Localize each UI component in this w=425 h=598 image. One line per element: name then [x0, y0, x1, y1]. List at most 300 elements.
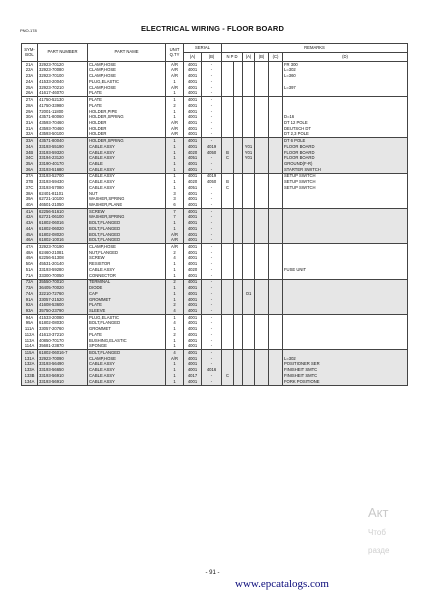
cell-remark-d: L=302	[283, 356, 408, 362]
cell-part-name: CABLE ASSY	[88, 379, 166, 385]
cell-serial-b: -	[202, 314, 222, 320]
cell-serial-b: -	[202, 379, 222, 385]
cell-serial-a: 4020	[184, 150, 202, 156]
watermark-line-3: разде	[368, 546, 390, 555]
cell-serial-a: 4001	[184, 338, 202, 344]
cell-serial-b: -	[202, 285, 222, 291]
cell-sym: 44A	[22, 226, 38, 232]
cell-qty: 1	[166, 150, 184, 156]
cell-sym: 34C	[22, 156, 38, 162]
cell-part-name: SCREW	[88, 208, 166, 214]
cell-serial-b: -	[202, 302, 222, 308]
cell-npd-n	[222, 379, 234, 385]
cell-part-number: 41750-52130	[38, 97, 88, 103]
cell-part-number: 41617-46070	[38, 91, 88, 97]
cell-part-number: 33057-20760	[38, 326, 88, 332]
cell-serial-b: -	[202, 97, 222, 103]
cell-part-number: 43593-70460	[38, 126, 88, 132]
cell-sym: 21A	[22, 62, 38, 68]
cell-qty: 1	[166, 285, 184, 291]
cell-sym: 133B	[22, 373, 38, 379]
cell-sym: 39A	[22, 197, 38, 203]
cell-serial-a: 4001	[184, 314, 202, 320]
cell-serial-b: -	[202, 62, 222, 68]
cell-serial-a: 4017	[184, 373, 202, 379]
cell-sym: 28A	[22, 103, 38, 109]
cell-part-number: 62460-21081	[38, 250, 88, 256]
cell-qty: 1	[166, 138, 184, 144]
cell-qty: 1	[166, 273, 184, 279]
cell-qty: A/R	[166, 85, 184, 91]
cell-part-number: 32923-70190	[38, 244, 88, 250]
cell-sym: 43A	[22, 220, 38, 226]
cell-serial-b: 4050	[202, 150, 222, 156]
cell-serial-b: -	[202, 208, 222, 214]
cell-serial-a: 4001	[184, 62, 202, 68]
cell-sym: 36A	[22, 167, 38, 173]
cell-sym: 92A	[22, 302, 38, 308]
cell-part-name: HOLDER,PIPE	[88, 109, 166, 115]
cell-part-name: NUT	[88, 191, 166, 197]
header-part-name: PART NAME	[88, 44, 166, 62]
cell-serial-b: -	[202, 85, 222, 91]
cell-part-number: 33193-56490	[38, 362, 88, 368]
cell-remark-d: L=302	[283, 68, 408, 74]
cell-part-number: 41613-37210	[38, 332, 88, 338]
cell-part-number: 62721-10100	[38, 197, 88, 203]
cell-sym: 93A	[22, 308, 38, 314]
cell-serial-b: -	[202, 167, 222, 173]
cell-part-name: HOLDER	[88, 120, 166, 126]
cell-part-number: 33300-70050	[38, 273, 88, 279]
cell-part-name: WASHER,SPRING	[88, 197, 166, 203]
header-remark-c: (C)	[269, 53, 283, 62]
cell-serial-a: 4001	[184, 238, 202, 244]
cell-part-name: CLAMP,HOSE	[88, 244, 166, 250]
cell-part-name: PLATE	[88, 332, 166, 338]
cell-part-name: CABLE ASSY	[88, 185, 166, 191]
cell-part-name: CABLE ASSY	[88, 167, 166, 173]
cell-serial-a: 4001	[184, 215, 202, 221]
cell-part-name: PLATE	[88, 91, 166, 97]
cell-part-number: 61802-08020	[38, 232, 88, 238]
cell-qty: 1	[166, 379, 184, 385]
cell-sym: 94A	[22, 314, 38, 320]
cell-qty: A/R	[166, 73, 184, 79]
cell-serial-a: 4001	[184, 208, 202, 214]
cell-part-name: DIODE	[88, 285, 166, 291]
cell-serial-b: -	[202, 261, 222, 267]
cell-part-number: 32923-70080	[38, 68, 88, 74]
cell-part-name: WASHER,PLANE	[88, 202, 166, 208]
cell-serial-b: -	[202, 132, 222, 138]
cell-remark-d: FINISHEIT SMTC	[283, 373, 408, 379]
cell-part-number: 61802-10016	[38, 238, 88, 244]
cell-qty: 1	[166, 373, 184, 379]
cell-serial-b: -	[202, 373, 222, 379]
cell-qty: A/R	[166, 68, 184, 74]
cell-remark-d: L=360	[283, 73, 408, 79]
cell-part-number: 40850-70170	[38, 338, 88, 344]
cell-part-number: 43593-50100	[38, 132, 88, 138]
cell-sym: 24A	[22, 79, 38, 85]
cell-remark-d: FUSE UNIT	[283, 267, 408, 273]
header-serial-a: (A)	[184, 53, 202, 62]
cell-serial-a: 4001	[184, 250, 202, 256]
cell-serial-b: -	[202, 215, 222, 221]
cell-serial-a: 4001	[184, 273, 202, 279]
cell-serial-b: 4050	[202, 179, 222, 185]
cell-serial-b: -	[202, 326, 222, 332]
cell-serial-b: -	[202, 226, 222, 232]
cell-remark-d: FLOOR BOARD	[283, 156, 408, 162]
cell-part-number: 33193-56910	[38, 373, 88, 379]
cell-sym: 131A	[22, 356, 38, 362]
cell-part-number: 45531-20140	[38, 261, 88, 267]
cell-qty: 6	[166, 202, 184, 208]
cell-qty: 7	[166, 208, 184, 214]
cell-part-name: GROMMET	[88, 297, 166, 303]
cell-part-number: 43593-70460	[38, 120, 88, 126]
cell-sym: 37A	[22, 173, 38, 179]
cell-part-number: 41533-20040	[38, 79, 88, 85]
cell-part-number: 33193-52700	[38, 173, 88, 179]
cell-serial-b: -	[202, 321, 222, 327]
cell-serial-b: -	[202, 138, 222, 144]
cell-npd-n: B	[222, 179, 234, 185]
cell-serial-a: 4001	[184, 261, 202, 267]
cell-part-name: NUT,FLANGED	[88, 250, 166, 256]
cell-serial-a: 4001	[184, 220, 202, 226]
cell-part-name: SCREW	[88, 256, 166, 262]
cell-serial-b: -	[202, 91, 222, 97]
cell-sym: 32A	[22, 132, 38, 138]
cell-serial-b: 4016	[202, 367, 222, 373]
cell-sym: 33A	[22, 138, 38, 144]
cell-remark-a: Y01	[243, 156, 255, 162]
cell-part-name: TERMINAL	[88, 279, 166, 285]
cell-serial-a: 4001	[184, 79, 202, 85]
header-remark-d: (D)	[283, 53, 408, 62]
website-watermark: www.epcatalogs.com	[235, 578, 329, 590]
cell-serial-b: -	[202, 68, 222, 74]
cell-part-number: 36405-70020	[38, 285, 88, 291]
cell-qty: A/R	[166, 126, 184, 132]
cell-serial-b: -	[202, 232, 222, 238]
cell-serial-b: -	[202, 191, 222, 197]
cell-sym: 25A	[22, 85, 38, 91]
cell-part-number: 62256-51610	[38, 208, 88, 214]
cell-qty: 1	[166, 114, 184, 120]
header-remarks: REMARKS	[222, 44, 408, 53]
cell-qty: A/R	[166, 232, 184, 238]
cell-sym: 22A	[22, 68, 38, 74]
cell-part-name: CABLE ASSY	[88, 144, 166, 150]
cell-part-number: 62401-81101	[38, 191, 88, 197]
cell-remark-c	[269, 379, 283, 385]
cell-part-name: CABLE	[88, 161, 166, 167]
cell-serial-b: -	[202, 202, 222, 208]
cell-remark-d: GROUND(F-R)	[283, 161, 408, 167]
cell-part-name: BUSHING,ELASTIC	[88, 338, 166, 344]
cell-serial-b: -	[202, 238, 222, 244]
cell-serial-b: 4019	[202, 173, 222, 179]
cell-serial-a: 4001	[184, 285, 202, 291]
header-unit: UNIT Q.TY	[166, 44, 184, 62]
cell-part-name: CLAMP,HOSE	[88, 85, 166, 91]
cell-sym: 133A	[22, 367, 38, 373]
cell-serial-a: 4001	[184, 138, 202, 144]
cell-serial-a: 4001	[184, 85, 202, 91]
cell-sym: 26A	[22, 91, 38, 97]
cell-serial-a: 4001	[184, 161, 202, 167]
cell-qty: 1	[166, 267, 184, 273]
cell-part-number: 72001-11800	[38, 109, 88, 115]
cell-remark-d: FORK POSITIONE	[283, 379, 408, 385]
cell-qty: A/R	[166, 62, 184, 68]
cell-part-number: 43571-80040	[38, 138, 88, 144]
cell-qty: 1	[166, 297, 184, 303]
cell-sym: 51A	[22, 267, 38, 273]
cell-serial-b: -	[202, 297, 222, 303]
cell-sym: 31A	[22, 120, 38, 126]
cell-sym: 30A	[22, 114, 38, 120]
cell-remark-d: POSITIONER SER	[283, 362, 408, 368]
cell-serial-a: 4001	[184, 326, 202, 332]
cell-part-number: 61802-06016-7	[38, 350, 88, 356]
cell-serial-a: 4001	[184, 344, 202, 350]
cell-part-name: HOLDER,SPRING	[88, 114, 166, 120]
cell-qty: 4	[166, 321, 184, 327]
cell-remark-d: SETUP SWITCH	[283, 179, 408, 185]
cell-part-number: 33193-56650	[38, 367, 88, 373]
cell-serial-b: -	[202, 161, 222, 167]
cell-part-name: SPONGE	[88, 344, 166, 350]
cell-part-name: CABLE ASSY	[88, 367, 166, 373]
cell-part-name: HOLDER	[88, 126, 166, 132]
cell-sym: 112A	[22, 332, 38, 338]
cell-part-name: HOLDER	[88, 132, 166, 138]
cell-sym: 45A	[22, 232, 38, 238]
cell-sym: 35A	[22, 161, 38, 167]
cell-part-name: BOLT,FLANGED	[88, 350, 166, 356]
cell-remark-d: SETUP SWITCH	[283, 173, 408, 179]
cell-serial-a: 4001	[184, 302, 202, 308]
cell-part-name: CLAMP,HOSE	[88, 356, 166, 362]
cell-remark-d: FLOOR BOARD	[283, 144, 408, 150]
cell-part-name: CABLE ASSY	[88, 156, 166, 162]
cell-part-name: BOLT,FLANGED	[88, 220, 166, 226]
cell-serial-a: 4001	[184, 244, 202, 250]
cell-part-number: 43571-80060	[38, 114, 88, 120]
cell-serial-a: 4001	[184, 362, 202, 368]
cell-qty: 1	[166, 144, 184, 150]
cell-serial-a: 4001	[184, 126, 202, 132]
cell-sym: 37C	[22, 185, 38, 191]
cell-serial-b: -	[202, 79, 222, 85]
cell-serial-a: 4001	[184, 308, 202, 314]
cell-sym: 47A	[22, 244, 38, 250]
cell-part-number: 33057-21520	[38, 297, 88, 303]
cell-serial-a: 4001	[184, 279, 202, 285]
cell-serial-a: 4001	[184, 97, 202, 103]
cell-part-name: CLAMP,HOSE	[88, 68, 166, 74]
cell-part-number: 33193-57080	[38, 185, 88, 191]
cell-part-name: HOLDER,SPRING	[88, 138, 166, 144]
cell-part-name: CLAMP,HOSE	[88, 73, 166, 79]
cell-qty: A/R	[166, 238, 184, 244]
cell-qty: 1	[166, 220, 184, 226]
cell-qty: A/R	[166, 244, 184, 250]
cell-serial-a: 4051	[184, 156, 202, 162]
cell-serial-a: 4001	[184, 103, 202, 109]
cell-serial-a: 4020	[184, 267, 202, 273]
cell-sym: 74A	[22, 291, 38, 297]
cell-part-number: 32923-70120	[38, 62, 88, 68]
cell-serial-a: 4001	[184, 144, 202, 150]
cell-part-name: CABLE ASSY	[88, 179, 166, 185]
cell-qty: 4	[166, 256, 184, 262]
cell-serial-a: 4001	[184, 197, 202, 203]
cell-remark-b	[255, 379, 269, 385]
header-serial: SERIAL	[184, 44, 222, 53]
cell-serial-a: 4001	[184, 297, 202, 303]
cell-sym: 91A	[22, 297, 38, 303]
cell-sym: 40A	[22, 202, 38, 208]
cell-remark-d: STARTER SWITCH	[283, 167, 408, 173]
cell-part-number: 46501-21050	[38, 202, 88, 208]
cell-part-name: PLUG,ELASTIC	[88, 79, 166, 85]
cell-qty: 3	[166, 191, 184, 197]
cell-qty: 2	[166, 279, 184, 285]
cell-serial-a: 4001	[184, 91, 202, 97]
cell-remark-d: D=16	[283, 114, 408, 120]
cell-serial-a: 4020	[184, 179, 202, 185]
cell-serial-a: 4051	[184, 185, 202, 191]
cell-qty: A/R	[166, 132, 184, 138]
page-title: ELECTRICAL WIRING - FLOOR BOARD	[141, 24, 284, 33]
cell-part-number: 35750-23790	[38, 308, 88, 314]
cell-qty: 1	[166, 326, 184, 332]
cell-serial-b: -	[202, 109, 222, 115]
cell-part-number: 32923-70090	[38, 356, 88, 362]
cell-part-name: CABLE ASSY	[88, 373, 166, 379]
cell-serial-b: -	[202, 279, 222, 285]
cell-part-number: 62256-51308	[38, 256, 88, 262]
cell-npd-pd	[234, 379, 243, 385]
cell-serial-b: -	[202, 103, 222, 109]
cell-qty: 1	[166, 291, 184, 297]
cell-qty: 1	[166, 179, 184, 185]
cell-serial-b: -	[202, 244, 222, 250]
cell-serial-b: -	[202, 362, 222, 368]
cell-serial-b: -	[202, 267, 222, 273]
cell-qty: 4	[166, 350, 184, 356]
cell-part-number: 62721-06100	[38, 215, 88, 221]
header-remark-b: (B)	[255, 53, 269, 62]
cell-serial-a: 4001	[184, 321, 202, 327]
cell-qty: 1	[166, 156, 184, 162]
cell-serial-b: -	[202, 250, 222, 256]
cell-npd-n: B	[222, 150, 234, 156]
cell-sym: 37B	[22, 179, 38, 185]
cell-serial-a: 4001	[184, 350, 202, 356]
cell-remark-a: Y01	[243, 150, 255, 156]
cell-remark-d: L=397	[283, 85, 408, 91]
cell-part-name: WASHER,SPRING	[88, 215, 166, 221]
cell-qty: 1	[166, 362, 184, 368]
cell-qty: 1	[166, 109, 184, 115]
cell-serial-b: -	[202, 350, 222, 356]
cell-part-number: 61802-06020	[38, 226, 88, 232]
cell-serial-b: -	[202, 120, 222, 126]
cell-part-number: 41533-20080	[38, 314, 88, 320]
cell-sym: 72A	[22, 279, 38, 285]
cell-serial-a: 4001	[184, 202, 202, 208]
cell-serial-b: 4019	[202, 144, 222, 150]
cell-remark-d: FINISHEIT SMTC	[283, 367, 408, 373]
cell-qty: A/R	[166, 120, 184, 126]
cell-part-name: CABLE ASSY	[88, 150, 166, 156]
header-part-number: PART NUMBER	[38, 44, 88, 62]
cell-remark-d: DEUTSCH DT	[283, 126, 408, 132]
cell-part-number: 33193-59280	[38, 267, 88, 273]
cell-qty: 1	[166, 91, 184, 97]
cell-serial-a: 4001	[184, 379, 202, 385]
cell-sym: 132A	[22, 362, 38, 368]
cell-sym: 27A	[22, 97, 38, 103]
cell-part-name: CAP	[88, 291, 166, 297]
cell-qty: 4	[166, 308, 184, 314]
cell-qty: 3	[166, 197, 184, 203]
cell-serial-a: 4001	[184, 132, 202, 138]
cell-part-name: GROMMET	[88, 326, 166, 332]
cell-remark-d: DT 12 POLE	[283, 120, 408, 126]
cell-part-name: BOLT,FLANGED	[88, 321, 166, 327]
cell-part-number: 33193-55190	[38, 144, 88, 150]
cell-qty: 1	[166, 79, 184, 85]
cell-qty: 2	[166, 302, 184, 308]
cell-part-name: CONNECTOR	[88, 273, 166, 279]
cell-qty: 1	[166, 161, 184, 167]
cell-serial-b: -	[202, 197, 222, 203]
cell-qty: 2	[166, 103, 184, 109]
cell-serial-a: 4001	[184, 291, 202, 297]
cell-part-name: CABLE ASSY	[88, 267, 166, 273]
cell-qty: 1	[166, 261, 184, 267]
cell-remark-a: Y01	[243, 144, 255, 150]
cell-qty: 1	[166, 226, 184, 232]
cell-part-number: 33193-59320	[38, 150, 88, 156]
cell-sym: 38A	[22, 191, 38, 197]
cell-serial-a: 4001	[184, 256, 202, 262]
cell-sym: 34B	[22, 150, 38, 156]
cell-part-name: RESISTOR	[88, 261, 166, 267]
cell-part-number: 33194-23120	[38, 156, 88, 162]
cell-serial-a: 4001	[184, 109, 202, 115]
cell-part-name: CABLE ASSY	[88, 362, 166, 368]
cell-serial-a: 4001	[184, 173, 202, 179]
cell-qty: 2	[166, 250, 184, 256]
cell-part-name: BOLT,FLANGED	[88, 238, 166, 244]
table-row	[22, 379, 408, 385]
cell-part-name: BOLT,FLANGED	[88, 232, 166, 238]
cell-serial-b: -	[202, 344, 222, 350]
cell-serial-a: 4001	[184, 367, 202, 373]
cell-serial-b: -	[202, 156, 222, 162]
cell-sym: 73A	[22, 285, 38, 291]
watermark-line-1: Акт	[368, 505, 389, 520]
